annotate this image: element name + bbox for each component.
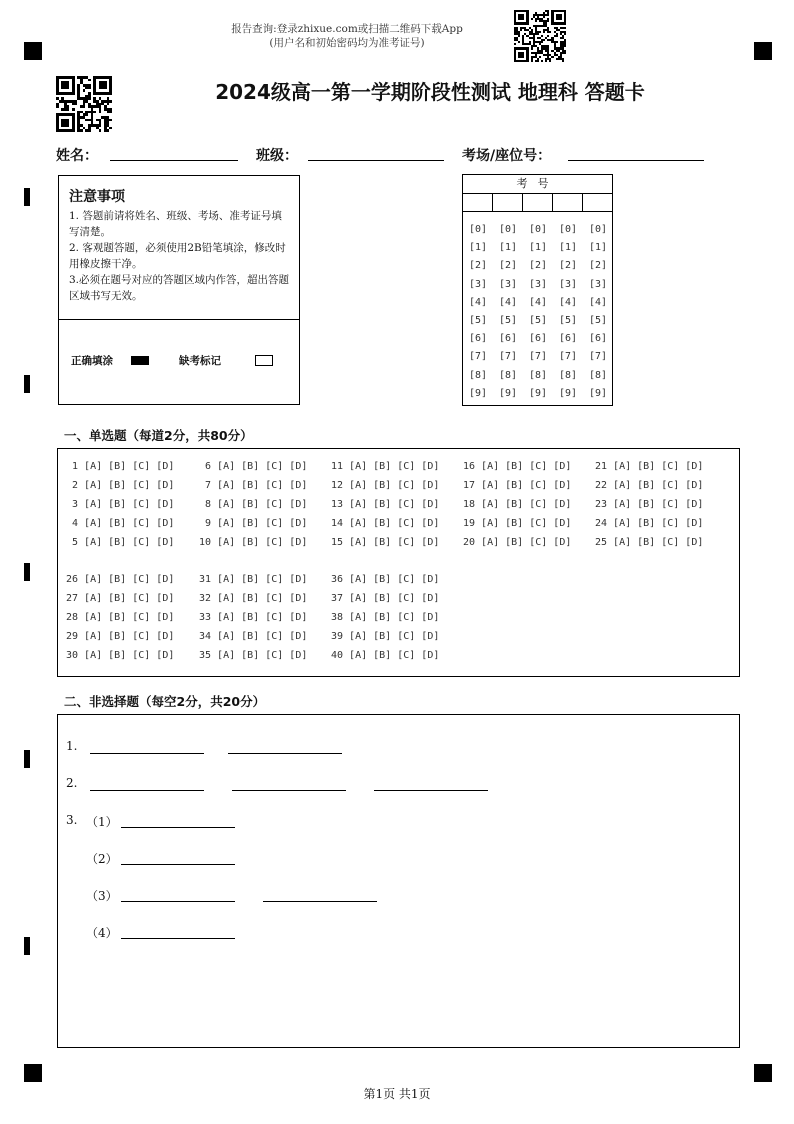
absent-mark-label: 缺考标记 — [179, 355, 221, 367]
question-20-options[interactable]: 20 [A] [B] [C] [D] — [463, 537, 572, 548]
exam-digit-bubble[interactable]: [0] — [498, 224, 518, 235]
exam-digit-bubble[interactable]: [7] — [528, 351, 548, 363]
answer-blank[interactable] — [121, 864, 235, 865]
question-1-label: 1. — [66, 739, 78, 753]
answer-blank[interactable] — [90, 790, 204, 791]
exam-digit-bubble[interactable]: [1] — [468, 242, 488, 254]
question-4-options[interactable]: 4 [A] [B] [C] [D] — [66, 518, 175, 529]
exam-digit-bubble[interactable]: [1] — [528, 242, 548, 254]
question-27-options[interactable]: 27 [A] [B] [C] [D] — [66, 593, 175, 604]
exam-digit-bubble[interactable]: [8] — [588, 369, 608, 381]
exam-digit-bubble[interactable]: [5] — [588, 315, 608, 327]
free-response-area — [57, 714, 740, 1048]
exam-digit-bubble[interactable]: [1] — [588, 242, 608, 254]
exam-digit-bubble[interactable]: [8] — [498, 369, 518, 381]
exam-digit-bubble[interactable]: [9] — [498, 387, 518, 399]
notice-item: 2. 客观题答题，必须使用2B铅笔填涂，修改时用橡皮擦干净。 — [69, 242, 286, 270]
section1-title: 一、单选题（每道2分，共80分） — [64, 428, 253, 443]
report-query-line1: 报告查询:登录zhixue.com或扫描二维码下载App — [231, 23, 463, 35]
question-12-options[interactable]: 12 [A] [B] [C] [D] — [331, 480, 440, 491]
corner-mark-bottom-right — [754, 1064, 772, 1082]
exam-number-write-row[interactable] — [463, 193, 612, 212]
seat-field[interactable] — [568, 160, 704, 161]
exam-digit-bubble[interactable]: [4] — [468, 296, 488, 308]
sheet-qr-code-icon — [56, 76, 112, 132]
download-qr-code-icon[interactable] — [514, 10, 566, 62]
question-18-options[interactable]: 18 [A] [B] [C] [D] — [463, 499, 572, 510]
answer-blank[interactable] — [228, 753, 342, 754]
question-39-options[interactable]: 39 [A] [B] [C] [D] — [331, 631, 440, 642]
corner-mark-top-right — [754, 42, 772, 60]
notice-item: 3.必须在题号对应的答题区域内作答，超出答题区域书写无效。 — [69, 274, 290, 302]
question-1-options[interactable]: 1 [A] [B] [C] [D] — [66, 461, 175, 472]
exam-digit-bubble[interactable]: [9] — [558, 387, 578, 399]
corner-mark-bottom-left — [24, 1064, 42, 1082]
notice-items — [69, 208, 291, 304]
question-10-options[interactable]: 10 [A] [B] [C] [D] — [199, 537, 308, 548]
question-9-options[interactable]: 9 [A] [B] [C] [D] — [199, 518, 308, 529]
question-2-label: 2. — [66, 776, 78, 790]
question-40-options[interactable]: 40 [A] [B] [C] [D] — [331, 650, 440, 661]
question-34-options[interactable]: 34 [A] [B] [C] [D] — [199, 631, 308, 642]
question-6-options[interactable]: 6 [A] [B] [C] [D] — [199, 461, 308, 472]
report-query-line2: (用户名和初始密码均为准考证号) — [269, 37, 425, 49]
exam-digit-bubble[interactable]: [4] — [588, 296, 608, 308]
question-26-options[interactable]: 26 [A] [B] [C] [D] — [66, 574, 175, 585]
sub-question-label: （4） — [86, 926, 118, 940]
question-23-options[interactable]: 23 [A] [B] [C] [D] — [595, 499, 704, 510]
page-footer: 第1页 共1页 — [363, 1087, 431, 1101]
answer-blank[interactable] — [121, 827, 235, 828]
exam-digit-bubble[interactable]: [7] — [498, 351, 518, 363]
exam-digit-bubble[interactable]: [9] — [588, 387, 608, 399]
question-3-options[interactable]: 3 [A] [B] [C] [D] — [66, 499, 175, 510]
question-19-options[interactable]: 19 [A] [B] [C] [D] — [463, 518, 572, 529]
class-field[interactable] — [308, 160, 444, 161]
timing-mark — [24, 375, 30, 393]
question-28-options[interactable]: 28 [A] [B] [C] [D] — [66, 612, 175, 623]
correct-fill-sample — [131, 356, 149, 365]
seat-label: 考场/座位号： — [462, 148, 552, 164]
class-label: 班级： — [256, 148, 298, 164]
exam-digit-bubble[interactable]: [2] — [588, 260, 608, 272]
exam-digit-bubble[interactable]: [0] — [528, 224, 548, 235]
question-37-options[interactable]: 37 [A] [B] [C] [D] — [331, 593, 440, 604]
exam-digit-column — [525, 221, 551, 403]
exam-digit-bubble[interactable]: [3] — [468, 278, 488, 290]
exam-digit-bubble[interactable]: [2] — [498, 260, 518, 272]
question-16-options[interactable]: 16 [A] [B] [C] [D] — [463, 461, 572, 472]
question-31-options[interactable]: 31 [A] [B] [C] [D] — [199, 574, 308, 585]
question-15-options[interactable]: 15 [A] [B] [C] [D] — [331, 537, 440, 548]
question-13-options[interactable]: 13 [A] [B] [C] [D] — [331, 499, 440, 510]
exam-digit-bubble[interactable]: [3] — [588, 278, 608, 290]
notice-title: 注意事项 — [69, 189, 125, 205]
question-5-options[interactable]: 5 [A] [B] [C] [D] — [66, 537, 175, 548]
exam-digit-bubble[interactable]: [8] — [528, 369, 548, 381]
question-25-options[interactable]: 25 [A] [B] [C] [D] — [595, 537, 704, 548]
question-36-options[interactable]: 36 [A] [B] [C] [D] — [331, 574, 440, 585]
exam-digit-bubble[interactable]: [3] — [498, 278, 518, 290]
timing-mark — [24, 750, 30, 768]
exam-digit-bubble[interactable]: [2] — [528, 260, 548, 272]
sub-question-label: （1） — [86, 815, 118, 829]
question-30-options[interactable]: 30 [A] [B] [C] [D] — [66, 650, 175, 661]
exam-number-grid — [462, 174, 613, 406]
exam-digit-column — [585, 221, 611, 403]
answer-blank[interactable] — [121, 901, 235, 902]
question-8-options[interactable]: 8 [A] [B] [C] [D] — [199, 499, 308, 510]
exam-digit-column — [465, 221, 491, 403]
question-3-label: 3. — [66, 813, 78, 827]
question-33-options[interactable]: 33 [A] [B] [C] [D] — [199, 612, 308, 623]
answer-blank[interactable] — [232, 790, 346, 791]
exam-digit-bubble[interactable]: [5] — [498, 315, 518, 327]
timing-mark — [24, 563, 30, 581]
answer-blank[interactable] — [263, 901, 377, 902]
question-2-options[interactable]: 2 [A] [B] [C] [D] — [66, 480, 175, 491]
report-query-note — [0, 22, 744, 50]
question-14-options[interactable]: 14 [A] [B] [C] [D] — [331, 518, 440, 529]
exam-digit-bubble[interactable]: [7] — [468, 351, 488, 363]
exam-digit-bubble[interactable]: [4] — [528, 296, 548, 308]
exam-digit-bubble[interactable]: [4] — [558, 296, 578, 308]
question-7-options[interactable]: 7 [A] [B] [C] [D] — [199, 480, 308, 491]
exam-digit-bubble[interactable]: [5] — [528, 315, 548, 327]
exam-digit-bubble[interactable]: [6] — [588, 333, 608, 345]
exam-digit-bubble[interactable]: [0] — [468, 224, 488, 235]
exam-digit-bubble[interactable]: [1] — [498, 242, 518, 254]
exam-digit-bubble[interactable]: [5] — [558, 315, 578, 327]
notice-divider — [59, 319, 299, 320]
exam-digit-bubble[interactable]: [5] — [468, 315, 488, 327]
exam-digit-bubble[interactable]: [0] — [588, 224, 608, 235]
notice-box — [58, 175, 300, 405]
exam-digit-bubble[interactable]: [6] — [528, 333, 548, 345]
question-21-options[interactable]: 21 [A] [B] [C] [D] — [595, 461, 704, 472]
exam-digit-bubble[interactable]: [6] — [468, 333, 488, 345]
question-17-options[interactable]: 17 [A] [B] [C] [D] — [463, 480, 572, 491]
exam-digit-bubble[interactable]: [7] — [558, 351, 578, 363]
question-32-options[interactable]: 32 [A] [B] [C] [D] — [199, 593, 308, 604]
exam-digit-bubble[interactable]: [6] — [558, 333, 578, 345]
exam-digit-bubble[interactable]: [0] — [558, 224, 578, 235]
absent-mark-checkbox[interactable] — [255, 355, 273, 366]
section2-title: 二、非选择题（每空2分，共20分） — [64, 694, 266, 709]
question-38-options[interactable]: 38 [A] [B] [C] [D] — [331, 612, 440, 623]
exam-digit-bubble[interactable]: [9] — [528, 387, 548, 399]
exam-digit-bubble[interactable]: [3] — [528, 278, 548, 290]
correct-fill-label: 正确填涂 — [71, 355, 113, 367]
sub-question-label: （3） — [86, 889, 118, 903]
name-label: 姓名： — [56, 148, 98, 164]
exam-digit-bubble[interactable]: [1] — [558, 242, 578, 254]
question-11-options[interactable]: 11 [A] [B] [C] [D] — [331, 461, 440, 472]
exam-digit-bubble[interactable]: [9] — [468, 387, 488, 399]
exam-digit-bubble[interactable]: [4] — [498, 296, 518, 308]
page-title: 2024级高一第一学期阶段性测试 地理科 答题卡 — [215, 80, 645, 104]
exam-digit-bubble[interactable]: [8] — [558, 369, 578, 381]
answer-blank[interactable] — [121, 938, 235, 939]
exam-digit-bubble[interactable]: [6] — [498, 333, 518, 345]
single-choice-area — [57, 448, 740, 677]
question-22-options[interactable]: 22 [A] [B] [C] [D] — [595, 480, 704, 491]
answer-blank[interactable] — [90, 753, 204, 754]
name-field[interactable] — [110, 160, 238, 161]
exam-number-header: 考号 — [463, 175, 612, 194]
notice-item: 1. 答题前请将姓名、班级、考场、准考证号填写清楚。 — [69, 210, 282, 238]
exam-digit-bubble[interactable]: [8] — [468, 369, 488, 381]
question-29-options[interactable]: 29 [A] [B] [C] [D] — [66, 631, 175, 642]
timing-mark — [24, 188, 30, 206]
exam-digit-column — [555, 221, 581, 403]
exam-digit-bubble[interactable]: [2] — [558, 260, 578, 272]
exam-digit-column — [495, 221, 521, 403]
exam-digit-bubble[interactable]: [7] — [588, 351, 608, 363]
question-24-options[interactable]: 24 [A] [B] [C] [D] — [595, 518, 704, 529]
sub-question-label: （2） — [86, 852, 118, 866]
timing-mark — [24, 937, 30, 955]
question-35-options[interactable]: 35 [A] [B] [C] [D] — [199, 650, 308, 661]
exam-digit-bubble[interactable]: [2] — [468, 260, 488, 272]
exam-digit-bubble[interactable]: [3] — [558, 278, 578, 290]
answer-blank[interactable] — [374, 790, 488, 791]
